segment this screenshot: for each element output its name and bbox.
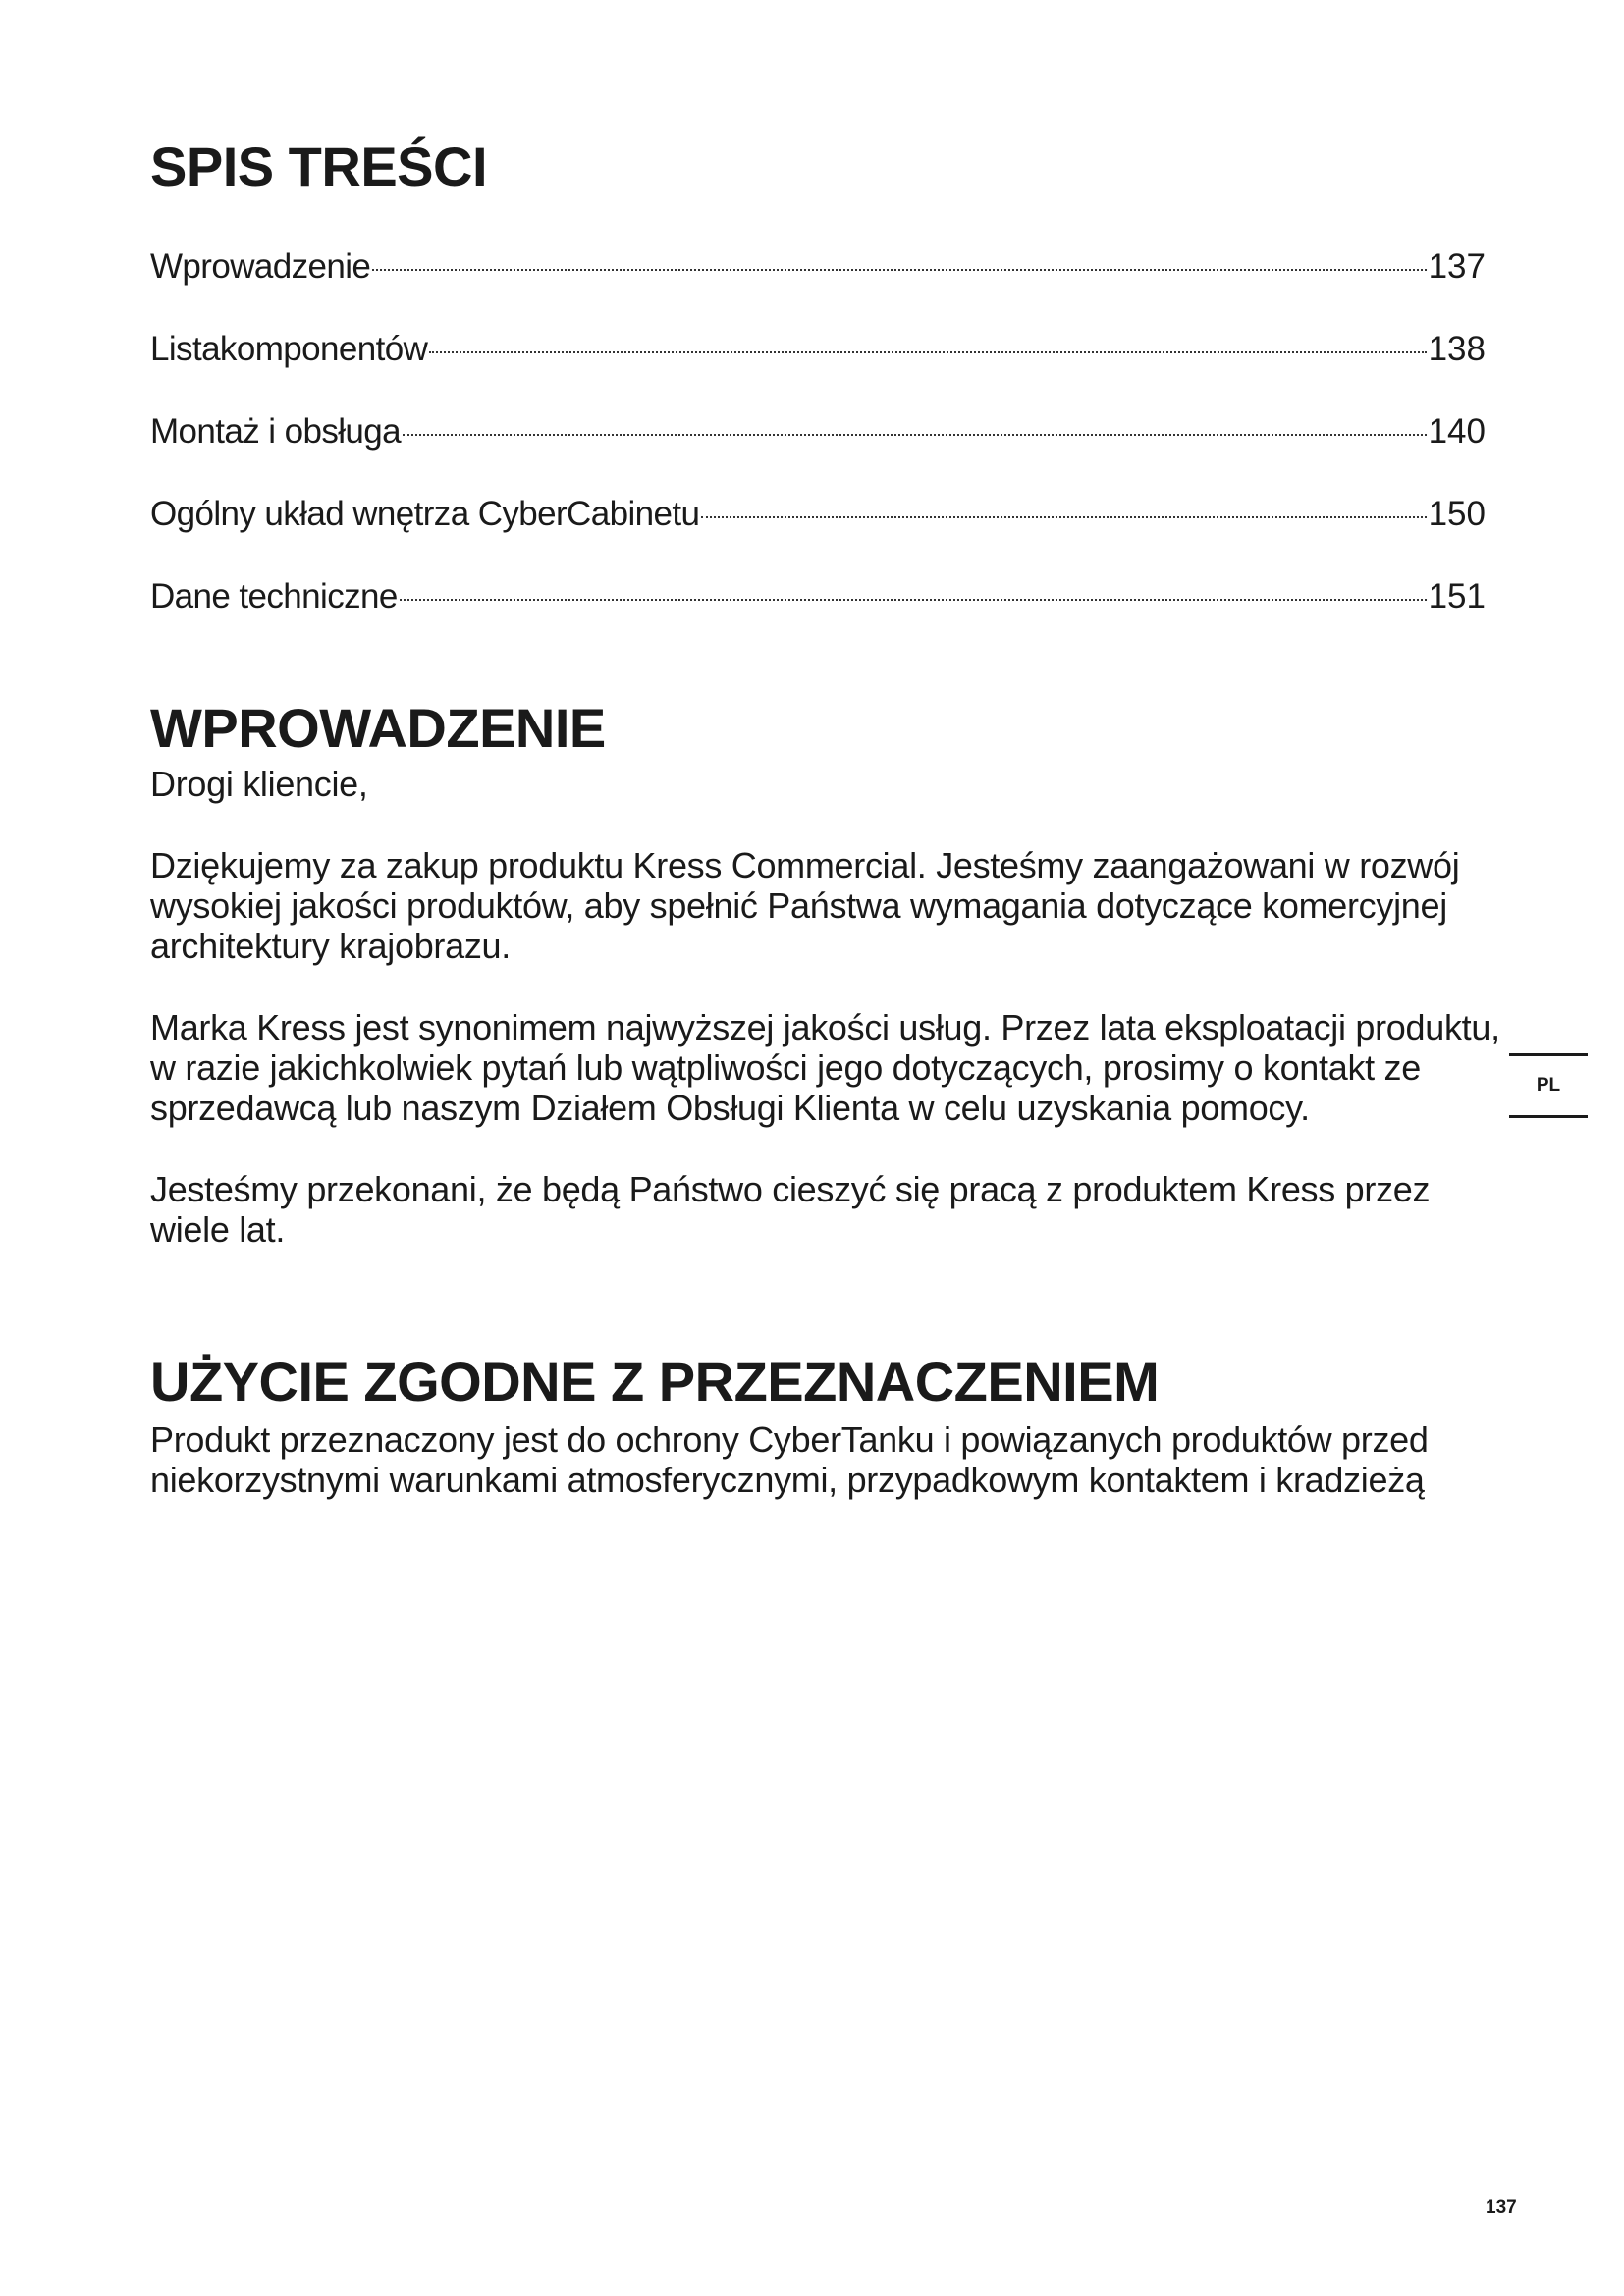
intro-paragraph: Marka Kress jest synonimem najwyższej jakości usług. Przez lata eksploatacji produktu, w razie jakichkolwiek pytań lub wątpliwości jego dotyczących, prosimy o kontakt ze sprzedawcą lub naszym Działem Obsługi Klienta w celu uzyskania pomocy. (150, 1007, 1500, 1128)
toc-entry-label: Dane techniczne (150, 577, 398, 615)
page-number: 137 (1486, 2197, 1517, 2217)
intro-title: WPROWADZENIE (150, 697, 606, 759)
toc-entry-label: Ogólny układ wnętrza CyberCabinetu (150, 495, 700, 533)
toc-dot-leader (403, 434, 1427, 436)
intro-paragraph: Jesteśmy przekonani, że będą Państwo cieszyć się pracą z produktem Kress przez wiele lat. (150, 1169, 1431, 1250)
intro-paragraph: Dziękujemy za zakup produktu Kress Commercial. Jesteśmy zaangażowani w rozwój wysokiej jakości produktów, aby spełnić Państwa wymagania dotyczące komercyjnej architektury krajobrazu. (150, 845, 1460, 966)
toc-entry[interactable] (150, 573, 1486, 656)
toc-dot-leader (701, 516, 1426, 518)
toc-entry-page: 137 (1428, 247, 1486, 286)
toc-dot-leader (400, 599, 1427, 601)
toc-entry[interactable] (150, 491, 1486, 573)
intro-greeting: Drogi kliencie, (150, 764, 368, 804)
toc-entry[interactable] (150, 243, 1486, 326)
table-of-contents (150, 243, 1486, 656)
intended-use-title: UŻYCIE ZGODNE Z PRZEZNACZENIEM (150, 1351, 1160, 1413)
language-tab: PL (1509, 1053, 1588, 1118)
toc-entry-page: 140 (1428, 412, 1486, 451)
toc-entry[interactable] (150, 326, 1486, 408)
intro-body (150, 764, 1505, 1291)
toc-entry-page: 150 (1428, 495, 1486, 533)
toc-entry-label: Listakomponentów (150, 330, 428, 368)
toc-entry-label: Wprowadzenie (150, 247, 371, 286)
toc-entry-page: 138 (1428, 330, 1486, 368)
intended-use-body (150, 1419, 1505, 1541)
toc-title: SPIS TREŚCI (150, 135, 488, 197)
intended-use-text: Produkt przeznaczony jest do ochrony CyberTanku i powiązanych produktów przed niekorzystnymi warunkami atmosferycznymi, przypadkowym kontaktem i kradzieżą (150, 1419, 1429, 1500)
toc-dot-leader (429, 351, 1426, 353)
toc-entry[interactable] (150, 408, 1486, 491)
toc-entry-page: 151 (1428, 577, 1486, 615)
toc-dot-leader (372, 269, 1426, 271)
toc-entry-label: Montaż i obsługa (150, 412, 402, 451)
